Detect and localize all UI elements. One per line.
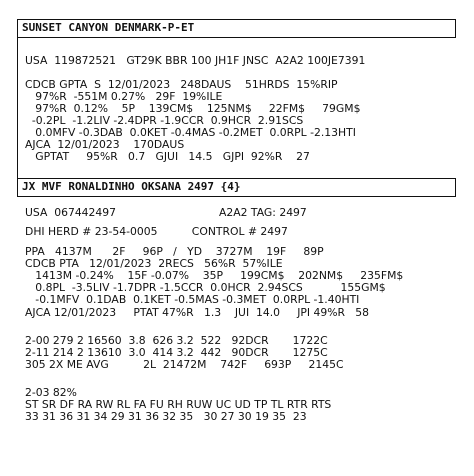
record-1-line: -0.2PL -1.2LIV -2.4DPR -1.9CCR 0.9HCR 2.91SCS xyxy=(25,114,304,127)
record-2-line: PPA 4137M 2F 96P / YD 3727M 19F 89P xyxy=(25,245,324,258)
record-1-line: 97%R 0.12% 5P 139CM$ 125NM$ 22FM$ 79GM$ xyxy=(25,102,361,115)
score-date-line: 2-03 82% xyxy=(25,386,77,399)
lactation-row: 2-11 214 2 13610 3.0 414 3.2 442 90DCR 1275C xyxy=(25,346,328,359)
record-1-line: GPTAT 95%R 0.7 GJUI 14.5 GJPI 92%R 27 xyxy=(25,150,310,163)
record-1-line: 97%R -551M 0.27% 29F 19%ILE xyxy=(25,90,223,103)
record-2-header-box xyxy=(17,178,456,197)
record-2-line: CDCB PTA 12/01/2023 2RECS 56%R 57%ILE xyxy=(25,257,283,270)
record-1-title: SUNSET CANYON DENMARK-P-ET xyxy=(22,21,195,34)
record-1-line: AJCA 12/01/2023 170DAUS xyxy=(25,138,185,151)
score-values-line: 33 31 36 31 34 29 31 36 32 35 30 27 30 19 35 23 xyxy=(25,410,307,423)
lactation-avg-row: 305 2X ME AVG 2L 21472M 742F 693P 2145C xyxy=(25,358,344,371)
record-2-line: USA 067442497 A2A2 TAG: 2497 xyxy=(25,206,307,219)
record-2-line: 1413M -0.24% 15F -0.07% 35P 199CM$ 202NM$ 235FM$ xyxy=(25,269,404,282)
record-2-line: -0.1MFV 0.1DAB 0.1KET -0.5MAS -0.3MET 0.0RPL -1.40HTI xyxy=(25,293,360,306)
lactation-row: 2-00 279 2 16560 3.8 626 3.2 522 92DCR 1722C xyxy=(25,334,328,347)
score-header-line: ST SR DF RA RW RL FA FU RH RUW UC UD TP TL RTR RTS xyxy=(25,398,332,411)
record-2-line: DHI HERD # 23-54-0005 CONTROL # 2497 xyxy=(25,225,288,238)
record-2-title: JX MVF RONALDINHO OKSANA 2497 {4} xyxy=(22,180,241,193)
record-2-line: 0.8PL -3.5LIV -1.7DPR -1.5CCR 0.0HCR 2.94SCS 155GM$ xyxy=(25,281,386,294)
record-1-line: CDCB GPTA S 12/01/2023 248DAUS 51HRDS 15%RIP xyxy=(25,78,338,91)
record-1-left-rule xyxy=(17,37,18,178)
record-1-line: USA 119872521 GT29K BBR 100 JH1F JNSC A2A2 100JE7391 xyxy=(25,54,366,67)
record-2-line: AJCA 12/01/2023 PTAT 47%R 1.3 JUI 14.0 JPI 49%R 58 xyxy=(25,306,370,319)
record-1-header-box xyxy=(17,19,456,38)
record-1-line: 0.0MFV -0.3DAB 0.0KET -0.4MAS -0.2MET 0.0RPL -2.13HTI xyxy=(25,126,356,139)
